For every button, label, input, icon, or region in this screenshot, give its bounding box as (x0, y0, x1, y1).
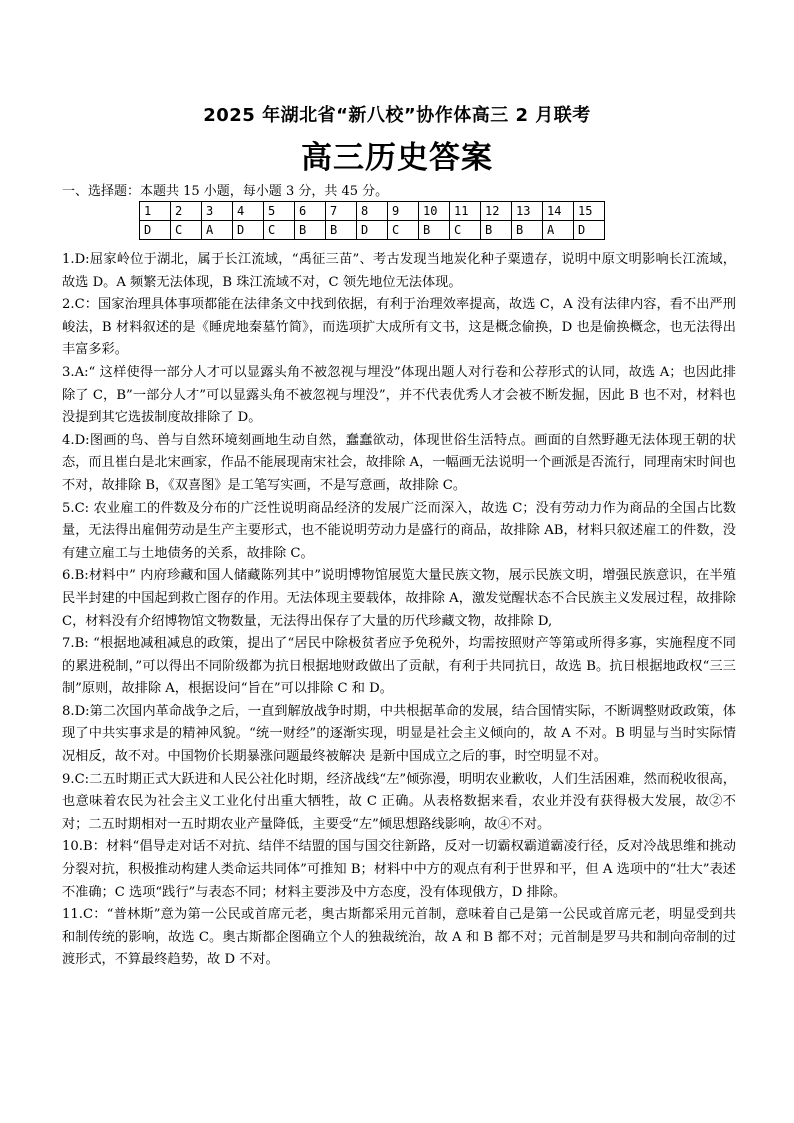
explanation-paragraph: 10.B：材料“倡导走对话不对抗、结伴不结盟的国与国交往新路，反对一切霸权霸道霸凌行径，反对冷战思维和挑动分裂对抗，积极推动构建人类命运共同体”可推知 B；材料中中方的观点有利于世界和平，但 A 选项中的“壮大”表述不准确；C 选项“践行”与表态不同；材料主要涉及中方态度，没有体现俄方，D 排除。 (62, 839, 736, 900)
explanation-paragraph: 2.C：国家治理具体事项都能在法律条文中找到依据，有利于治理效率提高，故选 C，A 没有法律内容，看不出严刑峻法，B 材料叙述的是《睡虎地秦墓竹简》，而选项扩大成所有文书，这是概念偷换，D 也是偷换概念，也无法得出丰富多彩。 (62, 297, 736, 358)
explanation-paragraph: 8.D:第二次国内革命战争之后，一直到解放战争时期，中共根据革命的发展，结合国情实际，不断调整财政政策，体现了中共实事求是的精神风貌。“统一财经”的逐渐实现，明显是社会主义倾向的，故 A 不对。B 明显与当时实际情况相反，故不对。中国物价长期暴涨问题最终被解决 是新中国成立之后的事，时空明显不对。 (62, 703, 736, 765)
question-number-cell: 14 (543, 202, 574, 221)
answer-letter-cell: D (140, 221, 171, 240)
question-number-cell: 8 (357, 202, 388, 221)
question-number-cell: 2 (171, 202, 202, 221)
answer-letter-cell: B (481, 221, 512, 240)
question-number-cell: 13 (512, 202, 543, 221)
answer-letter-row (140, 221, 605, 240)
answer-letter-cell: D (357, 221, 388, 240)
question-number-cell: 1 (140, 202, 171, 221)
question-number-cell: 11 (450, 202, 481, 221)
explanation-paragraph: 5.C: 农业雇工的件数及分布的广泛性说明商品经济的发展广泛而深入，故选 C；没有劳动力作为商品的全国占比数量，无法得出雇佣劳动是生产主要形式，也不能说明劳动力是盛行的商品，故排除 AB，材料只叙述雇工的件数，没有建立雇工与土地债务的关系，故排除 C。 (62, 500, 736, 561)
answer-letter-cell: B (419, 221, 450, 240)
answer-letter-cell: D (574, 221, 605, 240)
answer-letter-cell: B (326, 221, 357, 240)
question-number-row (140, 202, 605, 221)
question-number-cell: 12 (481, 202, 512, 221)
explanations-list (62, 249, 736, 972)
explanation-paragraph: 4.D:图画的鸟、兽与自然环境刻画地生动自然，蠢蠢欲动，体现世俗生活特点。画面的自然野趣无法体现王朝的状态，而且崔白是北宋画家，作品不能展现南宋社会，故排除 A，一幅画无法说明一个画派是否流行，同理南宋时间也不对，故排除 B，《双喜图》是工笔写实画，不是写意画，故排除 C。 (62, 432, 736, 493)
question-number-cell: 10 (419, 202, 450, 221)
question-number-cell: 3 (202, 202, 233, 221)
explanation-paragraph: 1.D:屈家岭位于湖北，属于长江流域，“禹征三苗”、考古发现当地炭化种子粟遗存，说明中原文明影响长江流域，故选 D。A 频繁无法体现，B 珠江流域不对，C 领先地位无法体现。 (62, 252, 736, 290)
explanation-paragraph: 3.A:“ 这样使得一部分人才可以显露头角不被忽视与埋没”体现出题人对行卷和公荐形式的认同，故选 A；也因此排除了 C，B”一部分人才”可以显露头角不被忽视与埋没”，并不代表优秀人才会被不断发掘，因此 B 也不对，材料也没提到其它选拔制度故排除了 D。 (62, 364, 736, 426)
answer-letter-cell: B (512, 221, 543, 240)
answer-key-table (139, 201, 605, 240)
explanation-paragraph: 7.B: “根据地减租减息的政策，提出了“居民中除极贫者应予免税外，均需按照财产等第或所得多寡，实施程度不同的累进税制，”可以得出不同阶级都为抗日根据地财政做出了贡献，有利于共同抗日，故选 B。抗日根据地政权“三三制”原则，故排除 A，根据设问“旨在”可以排除 C 和 D。 (62, 636, 736, 697)
question-number-cell: 4 (233, 202, 264, 221)
explanation-paragraph: 9.C:二五时期正式大跃进和人民公社化时期，经济战线“左”倾弥漫，明明农业歉收，人们生活困难，然而税收很高，也意味着农民为社会主义工业化付出重大牺牲，故 C 正确。从表格数据来看，农业并没有获得极大发展，故②不对；二五时期相对一五时期农业产量降低，主要受“左”倾思想路线影响，故④不对。 (62, 771, 736, 832)
answer-letter-cell: C (450, 221, 481, 240)
question-number-cell: 5 (264, 202, 295, 221)
answer-letter-cell: C (171, 221, 202, 240)
page-title: 高三历史答案 (301, 140, 493, 176)
answer-letter-cell: B (295, 221, 326, 240)
answer-letter-cell: A (543, 221, 574, 240)
answer-letter-cell: C (264, 221, 295, 240)
answer-letter-cell: D (233, 221, 264, 240)
explanation-paragraph: 11.C：“普林斯”意为第一公民或首席元老，奥古斯都采用元首制，意味着自己是第一公民或首席元老，明显受到共和制传统的影响，故选 C。奥古斯都企图确立个人的独裁统治，故 A 和 B 都不对；元首制是罗马共和制向帝制的过渡形式，不算最终趋势，故 D 不对。 (62, 907, 736, 968)
question-number-cell: 9 (388, 202, 419, 221)
section-heading: 一、选择题：本题共 15 小题，每小题 3 分，共 45 分。 (62, 184, 389, 199)
question-number-cell: 15 (574, 202, 605, 221)
question-number-cell: 6 (295, 202, 326, 221)
exam-subtitle: 2025 年湖北省“新八校”协作体高三 2 月联考 (203, 105, 591, 126)
question-number-cell: 7 (326, 202, 357, 221)
answer-letter-cell: A (202, 221, 233, 240)
answer-letter-cell: C (388, 221, 419, 240)
explanation-paragraph: 6.B:材料中” 内府珍藏和国人储藏陈列其中”说明博物馆展览大量民族文物，展示民族文明，增强民族意识，在半殖民半封建的中国起到救亡图存的作用。无法体现主要载体，故排除 A，激发觉醒状态不合民族主义发展过程，故排除 C，材料没有介绍博物馆文物数量，无法得出保存了大量的历代珍藏文物，故排除 D, (62, 568, 736, 629)
